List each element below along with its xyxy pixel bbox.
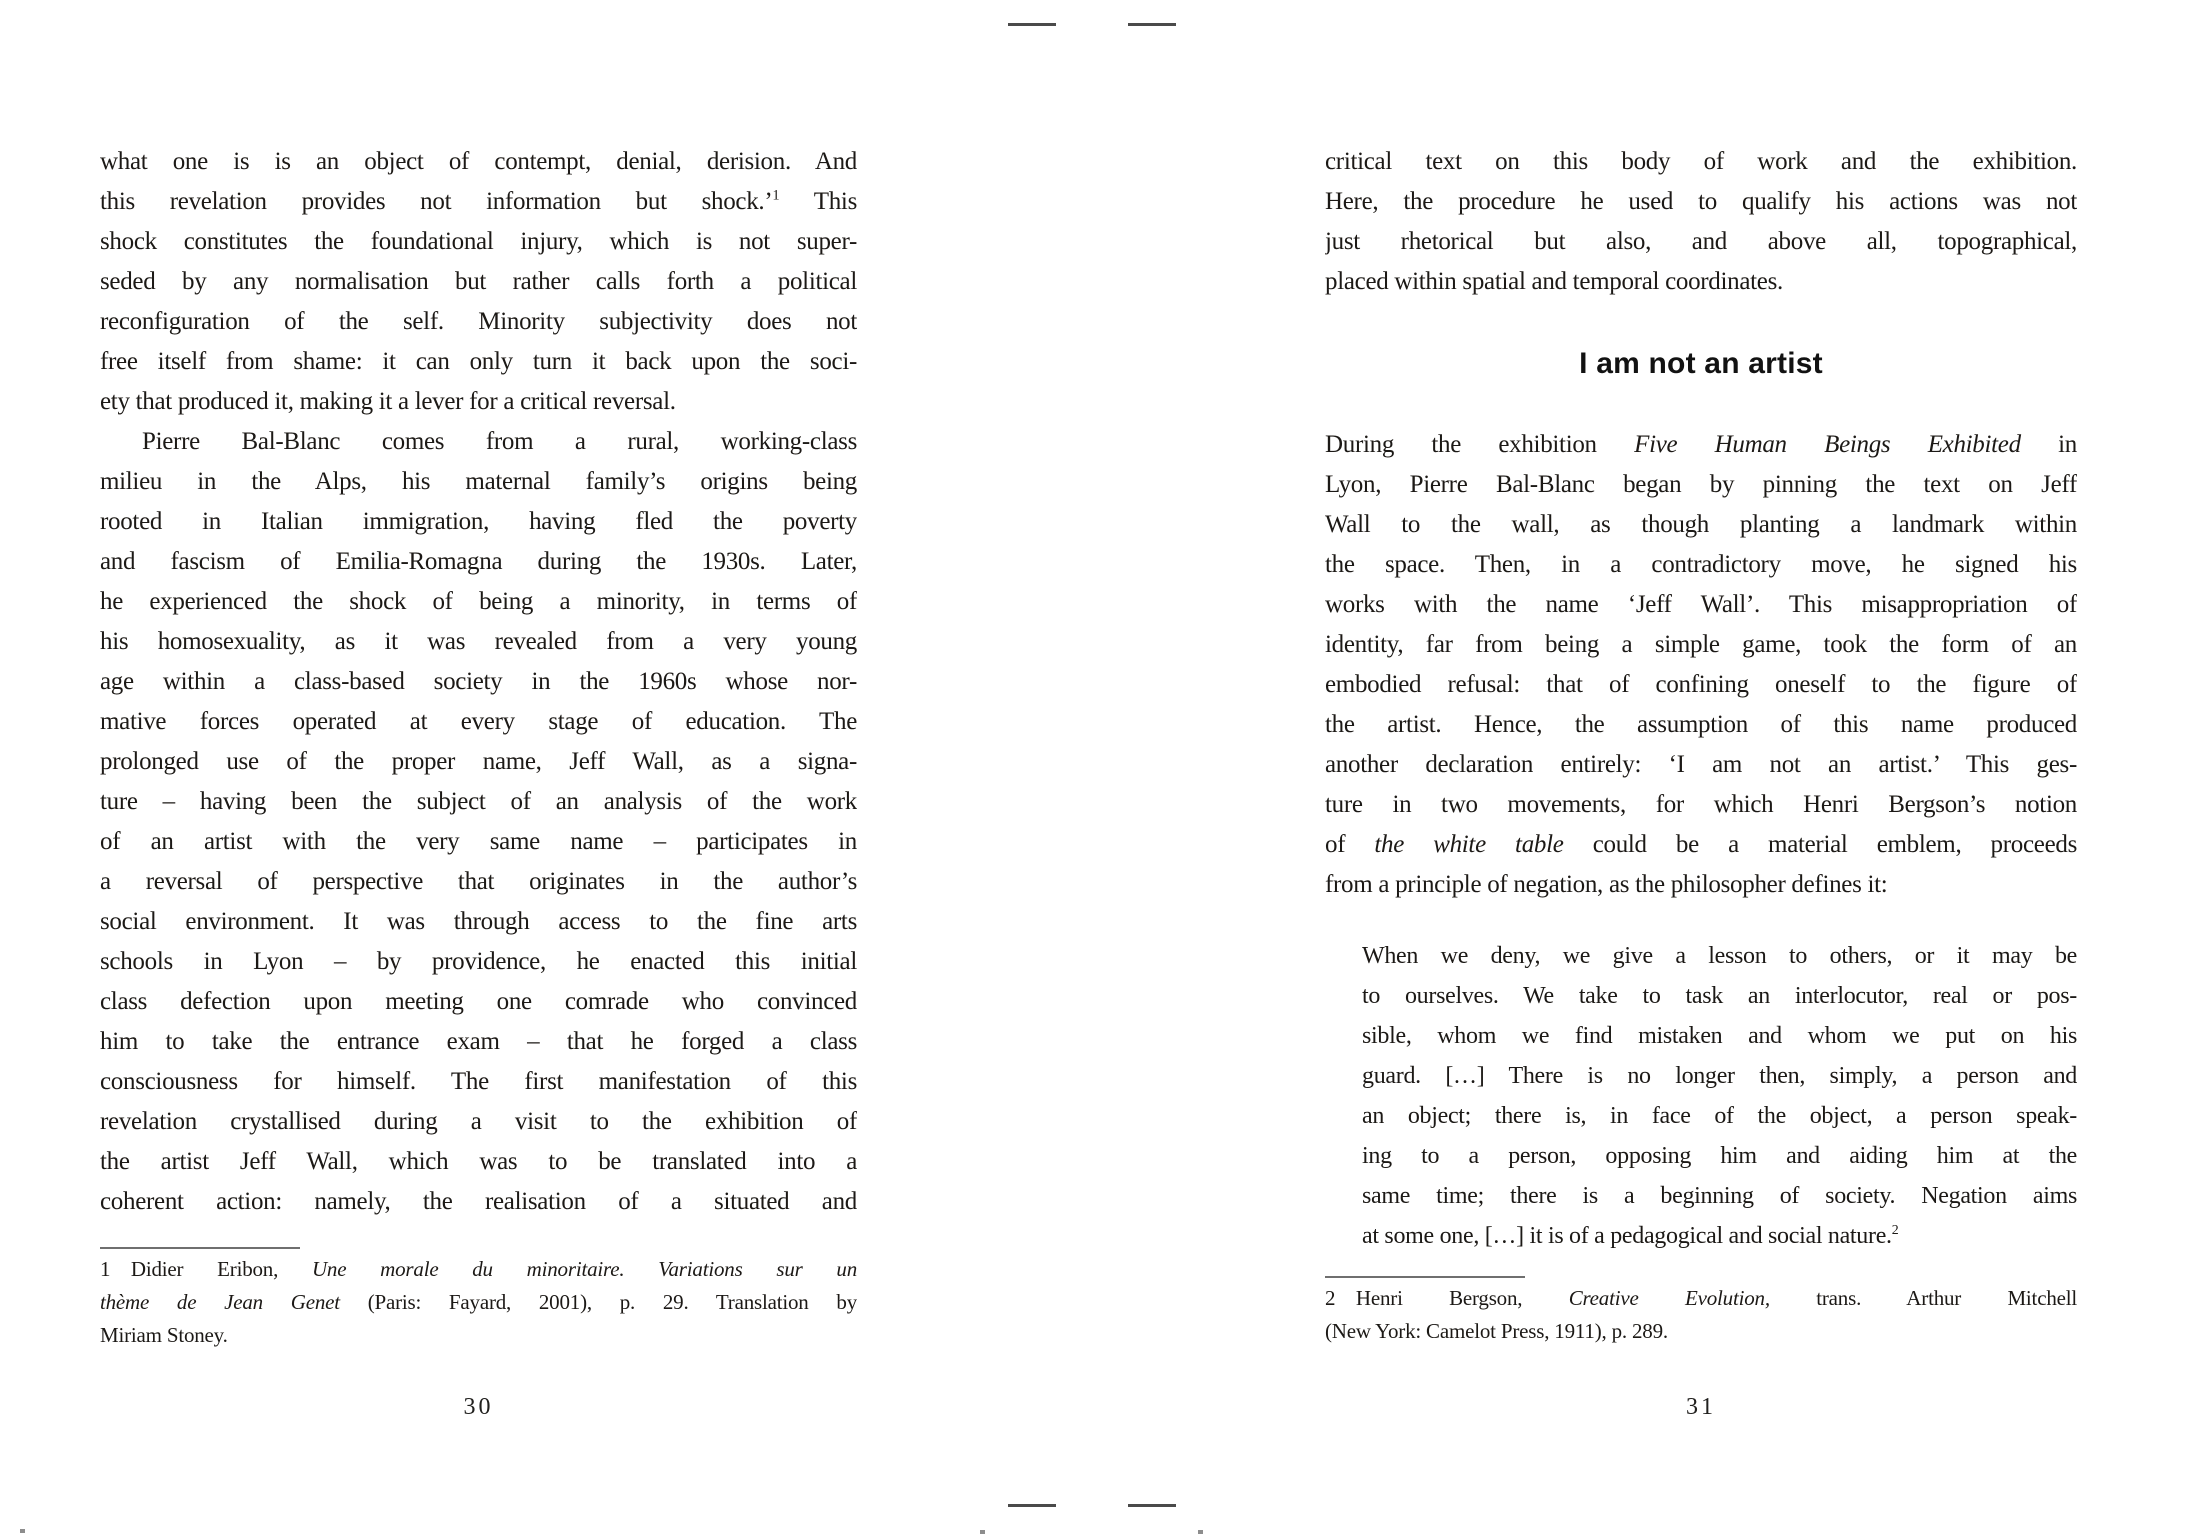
text-line: rooted in Italian immigration, having fled the poverty — [100, 508, 857, 535]
text-line: critical text on this body of work and the exhibition. — [1325, 148, 2077, 175]
text-line: thème de Jean Genet (Paris: Fayard, 2001), p. 29. Translation by — [100, 1290, 857, 1314]
text-line: ety that produced it, making it a lever for a critical reversal. — [100, 388, 676, 415]
text-line: ture – having been the subject of an analysis of the work — [100, 788, 857, 815]
text-line: Here, the procedure he used to qualify his actions was not — [1325, 188, 2077, 215]
text-line: During the exhibition Five Human Beings Exhibited in — [1325, 431, 2077, 458]
page-edge-artifact — [980, 1530, 985, 1534]
text-line: shock constitutes the foundational injury, which is not super- — [100, 228, 857, 255]
block-quote — [1362, 936, 2077, 1256]
trim-mark — [1008, 1504, 1056, 1507]
text-line: mative forces operated at every stage of education. The — [100, 708, 857, 735]
text-line: what one is is an object of contempt, denial, derision. And — [100, 148, 857, 175]
text-line: embodied refusal: that of confining oneself to the figure of — [1325, 671, 2077, 698]
text-line: Lyon, Pierre Bal-Blanc began by pinning the text on Jeff — [1325, 471, 2077, 498]
text-line: guard. […] There is no longer then, simply, a person and — [1362, 1063, 2077, 1089]
text-line: he experienced the shock of being a minority, in terms of — [100, 588, 857, 615]
text-line: his homosexuality, as it was revealed from a very young — [100, 628, 857, 655]
text-line: an object; there is, in face of the object, a person speak- — [1362, 1103, 2077, 1129]
section-heading: I am not an artist — [1579, 347, 1823, 380]
text-line: the artist Jeff Wall, which was to be translated into a — [100, 1148, 857, 1175]
text-line: to ourselves. We take to task an interlocutor, real or pos- — [1362, 983, 2077, 1009]
text-line: at some one, […] it is of a pedagogical and social nature.$^2$ — [1362, 1223, 1899, 1249]
text-line: placed within spatial and temporal coordinates. — [1325, 268, 1783, 295]
right-page-main-paragraph — [1325, 425, 2077, 905]
text-line: the artist. Hence, the assumption of this name produced — [1325, 711, 2077, 738]
text-line: age within a class-based society in the 1960s whose nor- — [100, 668, 857, 695]
text-line: When we deny, we give a lesson to others, or it may be — [1362, 943, 2077, 969]
text-line: Miriam Stoney. — [100, 1323, 228, 1347]
page-edge-artifact — [20, 1529, 25, 1533]
text-line: Pierre Bal-Blanc comes from a rural, working-class — [142, 428, 857, 455]
text-line: ing to a person, opposing him and aiding him at the — [1362, 1143, 2077, 1169]
page-number-left: 30 — [463, 1394, 494, 1420]
text-line: revelation crystallised during a visit to the exhibition of — [100, 1108, 857, 1135]
page-number-right: 31 — [1686, 1394, 1716, 1420]
text-line: ture in two movements, for which Henri Bergson’s notion — [1325, 791, 2077, 818]
text-line: 2 Henri Bergson, Creative Evolution, trans. Arthur Mitchell — [1325, 1286, 2077, 1310]
text-line: a reversal of perspective that originates in the author’s — [100, 868, 857, 895]
text-line: of the white table could be a material emblem, proceeds — [1325, 831, 2077, 858]
text-line: milieu in the Alps, his maternal family’s origins being — [100, 468, 857, 495]
right-page-opening-paragraph — [1325, 142, 2077, 302]
left-page-footnote — [100, 1253, 857, 1352]
text-line: coherent action: namely, the realisation of a situated and — [100, 1188, 857, 1215]
footnote-rule — [1325, 1276, 1525, 1278]
text-line: another declaration entirely: ‘I am not an artist.’ This ges- — [1325, 751, 2077, 778]
trim-mark — [1008, 23, 1056, 26]
text-line: 1 Didier Eribon, Une morale du minoritaire. Variations sur un — [100, 1257, 857, 1281]
text-line: (New York: Camelot Press, 1911), p. 289. — [1325, 1319, 1668, 1343]
text-line: reconfiguration of the self. Minority subjectivity does not — [100, 308, 857, 335]
text-line: of an artist with the very same name – participates in — [100, 828, 857, 855]
text-line: the space. Then, in a contradictory move, he signed his — [1325, 551, 2077, 578]
page-edge-artifact — [1198, 1530, 1203, 1534]
text-line: just rhetorical but also, and above all, topographical, — [1325, 228, 2077, 255]
footnote-rule — [100, 1247, 300, 1249]
text-line: from a principle of negation, as the philosopher defines it: — [1325, 871, 1888, 898]
text-line: him to take the entrance exam – that he forged a class — [100, 1028, 857, 1055]
text-line: seded by any normalisation but rather calls forth a political — [100, 268, 857, 295]
text-line: consciousness for himself. The first manifestation of this — [100, 1068, 857, 1095]
text-line: free itself from shame: it can only turn it back upon the soci- — [100, 348, 857, 375]
text-line: this revelation provides not information but shock.’$^1$ This — [100, 187, 857, 215]
left-page-body-paragraphs — [100, 142, 857, 1222]
text-line: class defection upon meeting one comrade who convinced — [100, 988, 857, 1015]
text-line: sible, whom we find mistaken and whom we put on his — [1362, 1023, 2077, 1049]
trim-mark — [1128, 23, 1176, 26]
right-page-footnote — [1325, 1282, 2077, 1348]
text-line: and fascism of Emilia-Romagna during the 1930s. Later, — [100, 548, 857, 575]
text-line: works with the name ‘Jeff Wall’. This misappropriation of — [1325, 591, 2077, 618]
text-line: same time; there is a beginning of society. Negation aims — [1362, 1183, 2077, 1209]
text-line: social environment. It was through access to the fine arts — [100, 908, 857, 935]
trim-mark — [1128, 1504, 1176, 1507]
text-line: identity, far from being a simple game, took the form of an — [1325, 631, 2077, 658]
text-line: schools in Lyon – by providence, he enacted this initial — [100, 948, 857, 975]
text-line: Wall to the wall, as though planting a landmark within — [1325, 511, 2077, 538]
text-line: prolonged use of the proper name, Jeff Wall, as a signa- — [100, 748, 857, 775]
